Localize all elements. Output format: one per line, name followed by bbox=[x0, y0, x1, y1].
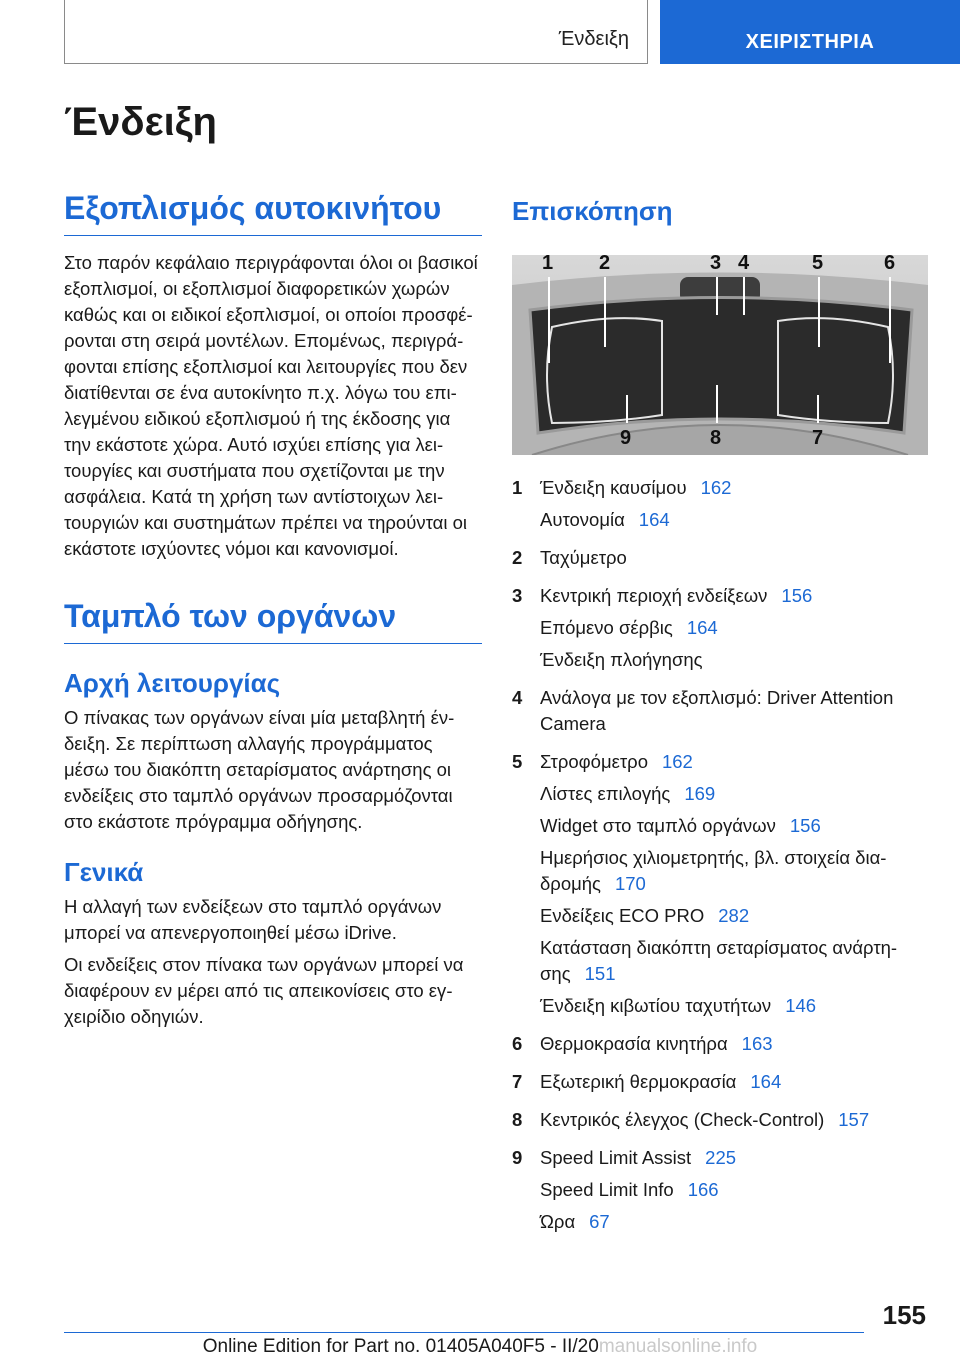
heading-general: Γενικά bbox=[64, 857, 144, 887]
footer-edition bbox=[0, 1336, 960, 1358]
legend-item-line bbox=[540, 507, 928, 533]
page-reference-link[interactable]: 146 bbox=[785, 995, 817, 1016]
legend-item-line bbox=[540, 935, 928, 987]
legend-item bbox=[512, 749, 928, 1025]
right-column bbox=[512, 190, 928, 1247]
page-reference-link[interactable]: 164 bbox=[686, 617, 718, 638]
legend-item-line bbox=[540, 1031, 928, 1057]
legend-item-text: Ταχύμετρο bbox=[540, 547, 627, 568]
page-number: 155 bbox=[882, 1300, 926, 1330]
page-reference-link[interactable]: 156 bbox=[789, 815, 821, 836]
page-reference-link[interactable]: 282 bbox=[718, 905, 750, 926]
figure-label-1: 1 bbox=[542, 255, 554, 274]
legend-item-line bbox=[540, 583, 928, 609]
page-reference-link[interactable]: 163 bbox=[741, 1033, 773, 1054]
legend-item-text: Κεντρικός έλεγχος (Check-Control) bbox=[540, 1109, 825, 1130]
header-chapter-tab: ΧΕΙΡΙΣΤΗΡΙΑ bbox=[660, 0, 960, 64]
header-section-box bbox=[64, 0, 648, 64]
legend-item-line bbox=[540, 993, 928, 1019]
figure-label-5: 5 bbox=[812, 255, 824, 274]
legend-item-text: Στροφόμετρο bbox=[540, 751, 648, 772]
heading-instrument-cluster: Ταμπλό των οργάνων bbox=[64, 598, 482, 644]
legend-item-number: 5 bbox=[512, 751, 523, 772]
figure-label-4: 4 bbox=[738, 255, 750, 274]
figure-label-2: 2 bbox=[599, 255, 611, 274]
legend-item-text: Λίστες επιλογής bbox=[540, 783, 671, 804]
legend-item-number: 9 bbox=[512, 1147, 523, 1168]
legend-item-line bbox=[540, 545, 928, 571]
instrument-cluster-figure bbox=[512, 255, 928, 455]
legend-item-text: Ανάλογα με τον εξοπλισμό: Driver Attention Camera bbox=[540, 687, 894, 734]
figure-label-9: 9 bbox=[620, 427, 632, 449]
legend-item-line bbox=[540, 1209, 928, 1235]
legend-item-text: Θερμοκρασία κινητήρα bbox=[540, 1033, 728, 1054]
legend-item-text: Ώρα bbox=[540, 1211, 576, 1232]
legend-item bbox=[512, 583, 928, 679]
legend-item-number: 4 bbox=[512, 687, 523, 708]
legend-item-text: Speed Limit Assist bbox=[540, 1147, 692, 1168]
legend-item-line bbox=[540, 845, 928, 897]
legend-item-line bbox=[540, 781, 928, 807]
legend-item-text: Εξωτερική θερμοκρασία bbox=[540, 1071, 737, 1092]
page-reference-link[interactable]: 169 bbox=[684, 783, 716, 804]
page-reference-link[interactable]: 156 bbox=[781, 585, 813, 606]
page-reference-link[interactable]: 166 bbox=[687, 1179, 719, 1200]
heading-principle: Αρχή λειτουργίας bbox=[64, 668, 281, 698]
page-reference-link[interactable]: 157 bbox=[838, 1109, 870, 1130]
legend-item-line bbox=[540, 685, 928, 737]
legend-list bbox=[512, 475, 928, 1241]
legend-item-line bbox=[540, 1107, 928, 1133]
figure-label-8: 8 bbox=[710, 427, 722, 449]
legend-item-number: 1 bbox=[512, 477, 523, 498]
figure-label-7: 7 bbox=[812, 427, 824, 449]
legend-item-number: 6 bbox=[512, 1033, 523, 1054]
page-reference-link[interactable]: 170 bbox=[614, 873, 646, 894]
legend-item-text: Ενδείξεις ECO PRO bbox=[540, 905, 705, 926]
legend-item-text: Widget στο ταμπλό οργάνων bbox=[540, 815, 776, 836]
legend-item-number: 2 bbox=[512, 547, 523, 568]
legend-item-text: Κατάσταση διακόπτη σεταρίσματος ανάρτησης bbox=[540, 937, 898, 984]
page-reference-link[interactable]: 151 bbox=[584, 963, 616, 984]
legend-item-number: 7 bbox=[512, 1071, 523, 1092]
legend-item-text: Κεντρική περιοχή ενδείξεων bbox=[540, 585, 768, 606]
heading-overview: Επισκόπηση bbox=[512, 196, 673, 226]
figure-label-3: 3 bbox=[710, 255, 722, 274]
page-title: Ένδειξη bbox=[64, 100, 217, 144]
legend-item-line bbox=[540, 903, 928, 929]
legend-item-text: Επόμενο σέρβις bbox=[540, 617, 673, 638]
page-reference-link[interactable]: 67 bbox=[589, 1211, 610, 1232]
legend-item-line bbox=[540, 813, 928, 839]
legend-item bbox=[512, 1069, 928, 1101]
legend-item-text: Ένδειξη πλοήγησης bbox=[540, 649, 703, 670]
heading-equipment: Εξοπλισμός αυτοκινήτου bbox=[64, 190, 482, 236]
legend-item-text: Αυτονομία bbox=[540, 509, 625, 530]
legend-item bbox=[512, 1145, 928, 1241]
legend-item bbox=[512, 545, 928, 577]
page-reference-link[interactable]: 225 bbox=[705, 1147, 737, 1168]
legend-item bbox=[512, 1031, 928, 1063]
footer-edition-text: Online Edition for Part no. 01405A040F5 - II/20 bbox=[202, 1336, 599, 1357]
legend-item-text: Ένδειξη καυσίμου bbox=[540, 477, 687, 498]
page-reference-link[interactable]: 162 bbox=[700, 477, 732, 498]
paragraph-general-1: Η αλλαγή των ενδείξεων στο ταμπλό οργάνων μπορεί να απενεργοποιηθεί μέσω iDrive. bbox=[64, 896, 442, 943]
legend-item bbox=[512, 475, 928, 539]
legend-item-line bbox=[540, 1069, 928, 1095]
legend-item-number: 8 bbox=[512, 1109, 523, 1130]
legend-item bbox=[512, 685, 928, 743]
legend-item-line bbox=[540, 749, 928, 775]
footer-divider bbox=[64, 1332, 864, 1333]
figure-label-6: 6 bbox=[884, 255, 896, 274]
page-reference-link[interactable]: 162 bbox=[661, 751, 693, 772]
paragraph-general-2: Οι ενδείξεις στον πίνακα των οργάνων μπορεί να διαφέρουν εν μέρει από τις απεικονίσεις στο εγχειρίδιο οδηγιών. bbox=[64, 954, 464, 1027]
legend-item-line bbox=[540, 1145, 928, 1171]
footer-watermark: manualsonline.info bbox=[598, 1336, 758, 1357]
legend-item-text: Speed Limit Info bbox=[540, 1179, 674, 1200]
legend-item-line bbox=[540, 647, 928, 673]
legend-item-text: Ημερήσιος χιλιομετρητής, βλ. στοιχεία διαδρομής bbox=[540, 847, 887, 894]
left-column bbox=[64, 190, 482, 1030]
page-reference-link[interactable]: 164 bbox=[638, 509, 670, 530]
cluster-illustration bbox=[512, 255, 928, 455]
legend-item bbox=[512, 1107, 928, 1139]
legend-item-line bbox=[540, 615, 928, 641]
legend-item-number: 3 bbox=[512, 585, 523, 606]
legend-item-line bbox=[540, 475, 928, 501]
header-section-title: Ένδειξη bbox=[558, 28, 629, 50]
paragraph-equipment: Στο παρόν κεφάλαιο περιγράφονται όλοι οι βασικοί εξοπλισμοί, οι εξοπλισμοί διαφορετικών χωρών καθώς και οι ειδικοί εξοπλισμοί, οι οποίοι προσφέρονται στη σειρά μοντέλων. Επομένως, περιγράφονται επίσης εξοπλισμοί και λειτουργίες που δεν διατίθενται σε ένα αυτοκίνητο π.χ. λόγω του επιλεγμένου ειδικού εξοπλισμού ή της έκδοσης για την εκάστοτε χώρα. Αυτό ισχύει επίσης για λειτουργίες και συστήματα που σχετίζονται με την ασφάλεια. Κατά τη χρήση των αντίστοιχων λειτουργιών και συστημάτων πρέπει να τηρούνται οι εκάστοτε ισχύοντες νόμοι και κανονισμοί. bbox=[64, 252, 478, 559]
legend-item-line bbox=[540, 1177, 928, 1203]
legend-item-text: Ένδειξη κιβωτίου ταχυτήτων bbox=[540, 995, 772, 1016]
page-reference-link[interactable]: 164 bbox=[750, 1071, 782, 1092]
paragraph-principle: Ο πίνακας των οργάνων είναι μία μεταβλητή ένδειξη. Σε περίπτωση αλλαγής προγράμματος μέσω του διακόπτη σεταρίσματος ανάρτησης οι ενδείξεις στο ταμπλό οργάνων προσαρμόζονται στο εκάστοτε πρόγραμμα οδήγησης. bbox=[64, 707, 455, 832]
